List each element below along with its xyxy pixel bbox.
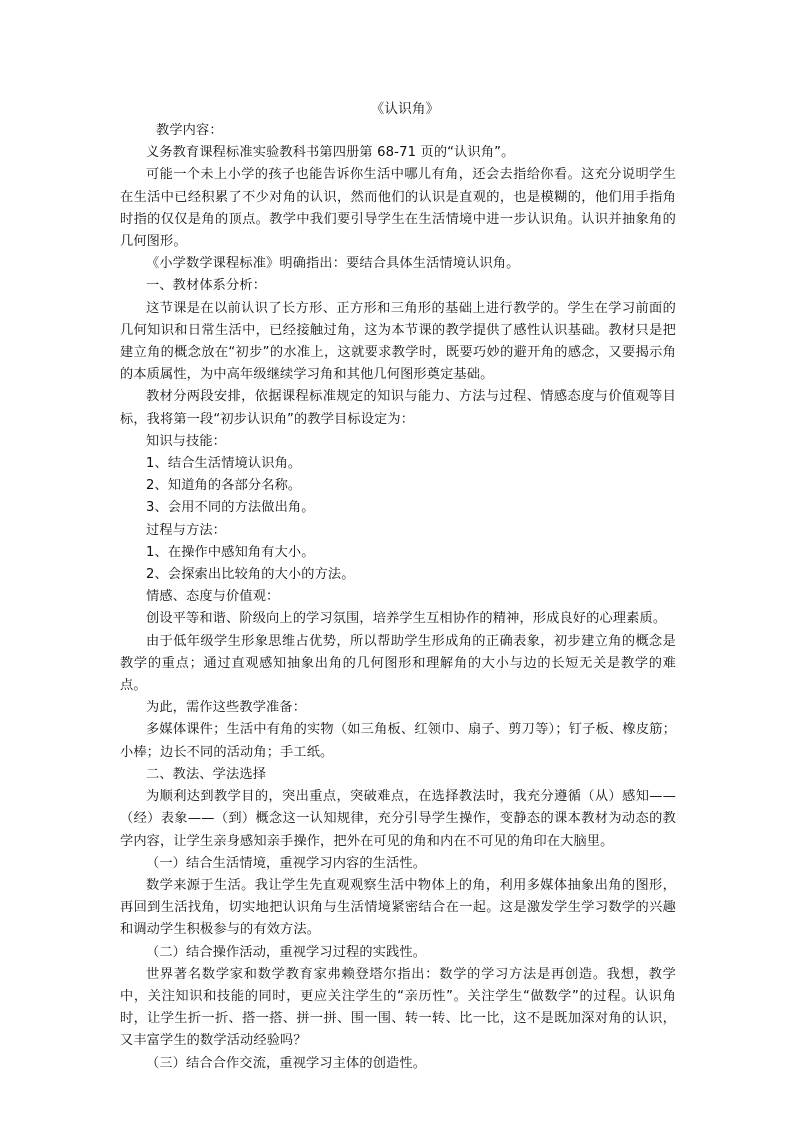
paragraph: 这节课是在以前认识了长方形、正方形和三角形的基础上进行教学的。学生在学习前面的几何知识和日常生活中，已经接触过角，这为本节课的教学提供了感性认识基础。教材只是把建立角的概念放在“初步”的水准上，这就要求教学时，既要巧妙的避开角的感念，又要揭示角的本质属性，为中高年级继续学习角和其他几何图形奠定基础。 [120,300,676,383]
section-heading: 二、教法、学法选择 [146,766,267,782]
list-item: 2、会探索出比较角的大小的方法。 [146,567,355,583]
list-item: 3、会用不同的方法做出角。 [146,500,315,516]
paragraph: 由于低年级学生形象思维占优势，所以帮助学生形成角的正确表象，初步建立角的概念是教学的重点；通过直观感知抽象出角的几何图形和理解角的大小与边的长短无关是教学的难点。 [120,633,676,694]
subheading: 知识与技能： [146,433,227,449]
paragraph: 创设平等和谐、阶级向上的学习氛围，培养学生互相协作的精神，形成良好的心理素质。 [146,611,667,627]
document-body [120,98,676,1075]
section-heading: 一、教材体系分析： [146,278,267,294]
paragraph: 可能一个未上小学的孩子也能告诉你生活中哪儿有角，还会去指给你看。这充分说明学生在生活中已经积累了不少对角的认识，然而他们的认识是直观的，也是模糊的，他们用手指角时指的仅仅是角的顶点。教学中我们要引导学生在生活情境中进一步认识角。认识并抽象角的几何图形。 [120,167,676,250]
paragraph: 世界著名数学家和数学教育家弗赖登塔尔指出：数学的学习方法是再创造。我想，教学中，关注知识和技能的同时，更应关注学生的“亲历性”。关注学生“做数学”的过程。认识角时，让学生折一折、搭一搭、拼一拼、围一围、转一转、比一比，这不是既加深对角的认识，又丰富学生的数学活动经验吗？ [120,966,676,1049]
paragraph: 为此，需作这些教学准备： [146,700,307,716]
section-label-teaching-content: 教学内容： [156,123,223,138]
list-item: 2、知道角的各部分名称。 [146,478,302,494]
subheading: 情感、态度与价值观： [146,589,280,605]
paragraph: 教材分两段安排，依据课程标准规定的知识与能力、方法与过程、情感态度与价值观等目标，我将第一段“初步认识角”的教学目标设定为： [120,389,676,427]
paragraph: 义务教育课程标准实验教科书第四册第 68-71 页的“认识角”。 [146,145,515,161]
paragraph: 数学来源于生活。我让学生先直观观察生活中物体上的角，利用多媒体抽象出角的图形，再回到生活找角，切实地把认识角与生活情境紧密结合在一起。这是激发学生学习数学的兴趣和调动学生积极参与的有效方法。 [120,877,676,938]
subheading: （一）结合生活情境，重视学习内容的生活性。 [146,855,427,871]
paragraph: 为顺利达到教学目的，突出重点，突破难点，在选择教法时，我充分遵循（从）感知——（经）表象——（到）概念这一认知规律，充分引导学生操作，变静态的课本教材为动态的教学内容，让学生亲身感知亲手操作，把外在可见的角和内在不可见的角印在大脑里。 [120,789,676,849]
subheading: （三）结合合作交流，重视学习主体的创造性。 [146,1055,427,1071]
list-item: 1、在操作中感知角有大小。 [146,544,315,560]
paragraph: 《小学数学课程标准》明确指出：要结合具体生活情境认识角。 [146,256,520,272]
subheading: 过程与方法： [146,522,227,538]
document-title: 《认识角》 [370,101,440,117]
subheading: （二）结合操作活动，重视学习过程的实践性。 [146,944,427,960]
list-item: 1、结合生活情境认识角。 [146,456,302,472]
paragraph: 多媒体课件；生活中有角的实物（如三角板、红领巾、扇子、剪刀等）；钉子板、橡皮筋；小棒；边长不同的活动角；手工纸。 [120,722,676,760]
